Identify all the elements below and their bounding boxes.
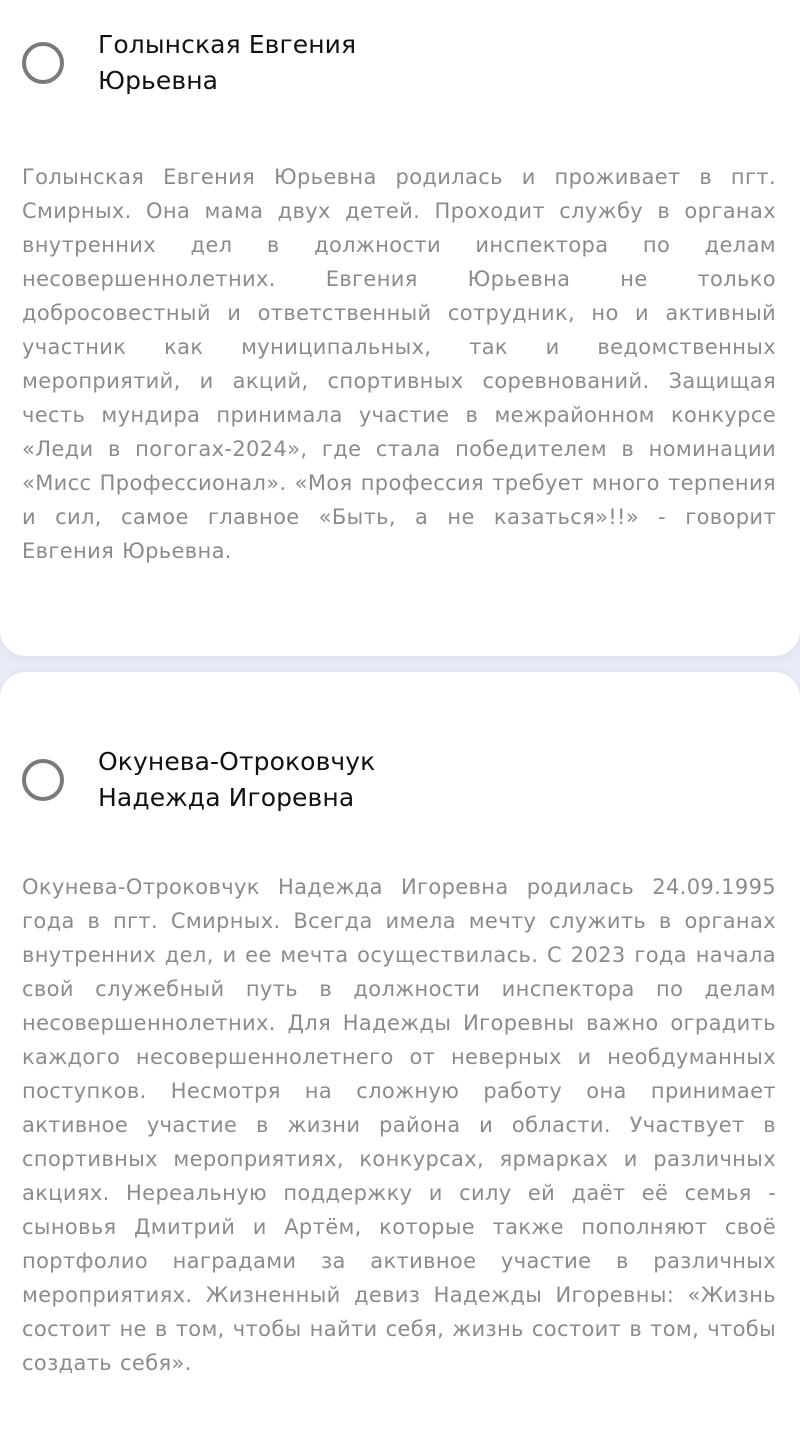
candidate-card [0, 0, 800, 656]
candidate-name: Голынская Евгения Юрьевна [98, 30, 357, 95]
candidate-bio: Окунева-Отроковчук Надежда Игоревна родилась 24.09.1995 года в пгт. Смирных. Всегда имела мечту служить в органах внутренних дел, и ее мечта осуществилась. С 2023 года начала свой служебный путь в должности инспектора по делам несовершеннолетних. Для Надежды Игоревны важно оградить каждого несовершеннолетнего от неверных и необдуманных поступков. Несмотря на сложную работу она принимает активное участие в жизни района и области. Участвует в спортивных мероприятиях, конкурсах, ярмарках и различных акциях. Нереальную поддержку и силу ей даёт её семья - сыновья Дмитрий и Артём, которые также пополняют своё портфолио наградами за активное участие в различных мероприятиях. Жизненный девиз Надежды Игоревны: «Жизнь состоит не в том, чтобы найти себя, жизнь состоит в том, чтобы создать себя». [22, 875, 776, 1375]
candidate-radio[interactable] [22, 759, 64, 801]
card-header [22, 30, 428, 95]
candidate-card [0, 672, 800, 1453]
card-header [22, 730, 428, 830]
candidate-bio: Голынская Евгения Юрьевна родилась и проживает в пгт. Смирных. Она мама двух детей. Проходит службу в органах внутренних дел в должности инспектора по делам несовершеннолетних. Евгения Юрьевна не только добросовестный и ответственный сотрудник, но и активный участник как муниципальных, так и ведомственных мероприятий, и акций, спортивных соревнований. Защищая честь мундира принимала участие в межрайонном конкурсе «Леди в погогах-2024», где стала победителем в номинации «Мисс Профессионал». «Моя профессия требует много терпения и сил, самое главное «Быть, а не казаться»!!» - говорит Евгения Юрьевна. [22, 165, 776, 563]
candidate-radio[interactable] [22, 42, 64, 84]
candidate-name: Окунева-Отроковчук Надежда Игоревна [98, 747, 376, 812]
